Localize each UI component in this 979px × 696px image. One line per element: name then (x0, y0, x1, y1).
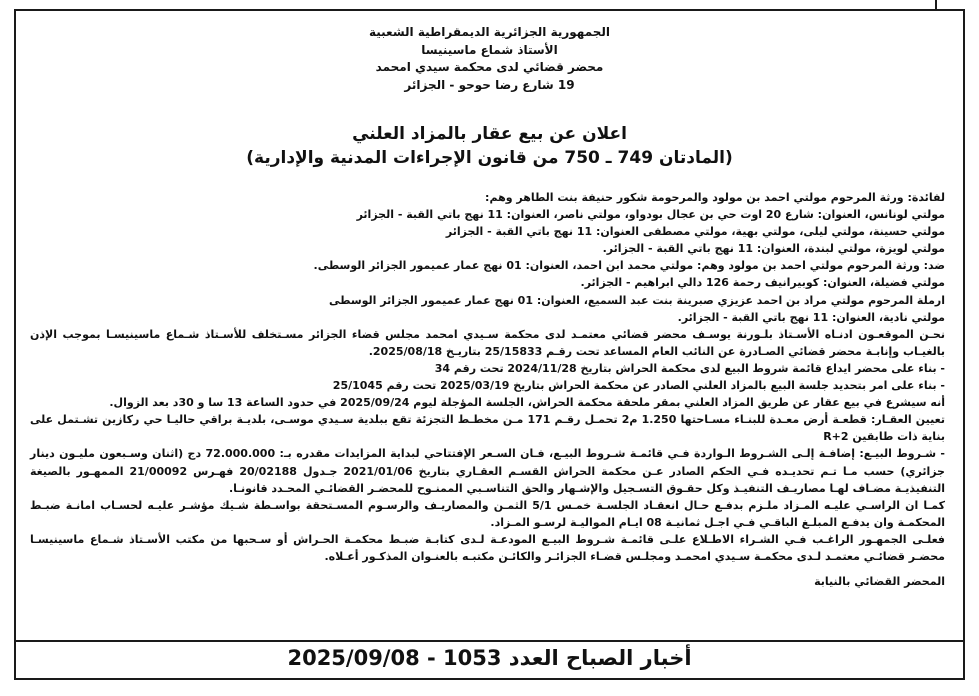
notice-title-block (0, 122, 979, 170)
notice-subtitle: (المادتان 749 ـ 750 من قانون الإجراءات المدنية والإدارية) (246, 148, 733, 168)
body-paragraph: فعلـى الجمهـور الراغـب فـي الشـراء الاطـلاع علـى قائمـة شـروط البيـع المودعـة لـدى كتابـة ضبـط محكمـة الحـراش أو سـحبها من مكتب الأسـتاذ شـماع ماسينيسـا محضـر قضائـي معتمـد لـدى محكمـة سـيدي امحمـد ومجلـس قضـاء الجزائـر والكائـن مكتبـه بالعنـوان المذكـور أعـلاه. (30, 532, 945, 563)
newspaper-footer: أخبار الصباح العدد 1053 - 2025/09/08 (287, 646, 692, 670)
body-paragraph: مولتي نادية، العنوان: 11 نهج باتي القبة - الجزائر. (677, 310, 945, 324)
header-bailiff-name: الأستاذ شماع ماسينيسا (421, 42, 558, 57)
notice-body (30, 189, 945, 590)
notice-title: اعلان عن بيع عقار بالمزاد العلني (352, 124, 627, 144)
body-paragraph: - شـروط البيـع: إضافـة إلـى الشـروط الـواردة فـي قائمـة شـروط البيـع، فـان السـعر الإفتتاحي لبداية المزايدات مقدره بـ: 72.000.000 دج (اثنان وسـبعون مليـون دينار جزائري) حسب مـا تـم تحديـده فـي الحكم الصادر عـن محكمة الحراش القسـم العقـاري بتاريخ 2021/01/06 جـدول 20/02188 فهـرس 21/00092 الممهـور بالصيغة التنفيذيـة مضـاف لهـا مصاريـف التنفيـذ وكل حقـوق التسـجيل والإشـهار والحق التناسـبي الممنـوح للمحضـر القضائـي المحـدد قانونـا. (30, 447, 945, 495)
body-paragraph: - بناء على امر بتحديد جلسة البيع بالمزاد العلني الصادر عن محكمة الحراش بتاريخ 2025/03/19 تحت رقم 25/1045 (332, 379, 945, 393)
body-paragraph: مولتي فضيلة، العنوان: كوبيرانيف رحمة 126 دالي ابراهيم - الجزائر. (580, 276, 945, 290)
body-paragraph: نحـن الموقعـون ادنـاه الأسـتاذ بلـورنة يوسـف محضر قضائي معتمـد لدى محكمة سـيدي امحمد مجلس قضاء الجزائر مسـتخلف للأسـتاذ شـماع ماسينيسـا بموجب الإذن بالغيـاب وإنابـة محضر قضائي الصـادرة عن النائب العام المساعد تحت رقـم 25/15833 بتاريـخ 2025/08/18. (30, 327, 945, 358)
body-paragraph: أنه سيشرع في بيع عقار عن طريق المزاد العلني بمقر ملحقة محكمة الحراش، الجلسة المؤجلة ليوم 2025/09/24 في حدود الساعة 13 سا و 30د بعد الزوال. (109, 396, 945, 410)
notice-header (0, 24, 979, 94)
footer-divider (14, 640, 965, 642)
body-paragraph: - بناء على محضر ايداع قائمة شروط البيع لدى محكمة الحراش بتاريخ 2024/11/28 تحت رقم 34 (434, 361, 945, 375)
body-paragraph: مولتي لويزة، مولتي لبندة، العنوان: 11 نهج باتي القبة - الجزائر. (602, 242, 945, 256)
header-court: محضر قضائي لدى محكمة سيدي امحمد (375, 60, 604, 74)
signature: المحضر القضائي بالنيابة (814, 575, 945, 589)
header-republic: الجمهورية الجزائرية الديمقراطية الشعبية (368, 25, 611, 39)
body-paragraph: كمـا ان الراسـي عليـه المـزاد ملـزم بدفـع حـال انعقـاد الجلسـة خمـس 5/1 الثمـن والمصاريـف والرسـوم المسـتحقة بواسـطة شـيك مؤشـر عليـه لحسـاب امانـة ضبـط المحكمـة وان يدفـع المبلـغ الباقـي فـي اجـل ثمانيـة 08 ايـام المواليـة لرسـو المـزاد. (30, 498, 945, 529)
body-paragraph: مولتي لونانس، العنوان: شارع 20 اوت حي بن عجال بودواو، مولتي ناصر، العنوان: 11 نهج باتي القبة - الجزائر (356, 208, 945, 222)
body-paragraph: ارملة المرحوم مولتي مراد بن احمد عزيزي صبرينة بنت عبد السميع، العنوان: 01 نهج عمار عميمور الجزائر الوسطى (328, 293, 945, 307)
body-paragraph: ضد: ورثة المرحوم مولتي احمد بن مولود وهم: مولتي محمد ابن احمد، العنوان: 01 نهج عمار عميمور الجزائر الوسطى. (313, 259, 945, 273)
body-paragraph: تعيين العقـار: قطعـة أرض معـدة للبنـاء مسـاحتها 1.250 م2 تحمـل رقـم 171 مـن مخطـط التجزئة تقع ببلدية سـيدي موسـى، بلديـة براقي حاليـا حي ركازين تشـتمل على بناية ذات طابقين R+2 (30, 413, 945, 444)
body-paragraph: مولتي حسينة، مولتي ليلى، مولتي بهية، مولتي مصطفى العنوان: 11 نهج باتي القبة - الجزائر (445, 225, 945, 239)
header-address: 19 شارع رضا حوحو - الجزائر (404, 77, 575, 92)
body-paragraph: لفائدة: ورثة المرحوم مولتي احمد بن مولود والمرحومة شكور حنيفة بنت الطاهر وهم: (485, 191, 945, 204)
